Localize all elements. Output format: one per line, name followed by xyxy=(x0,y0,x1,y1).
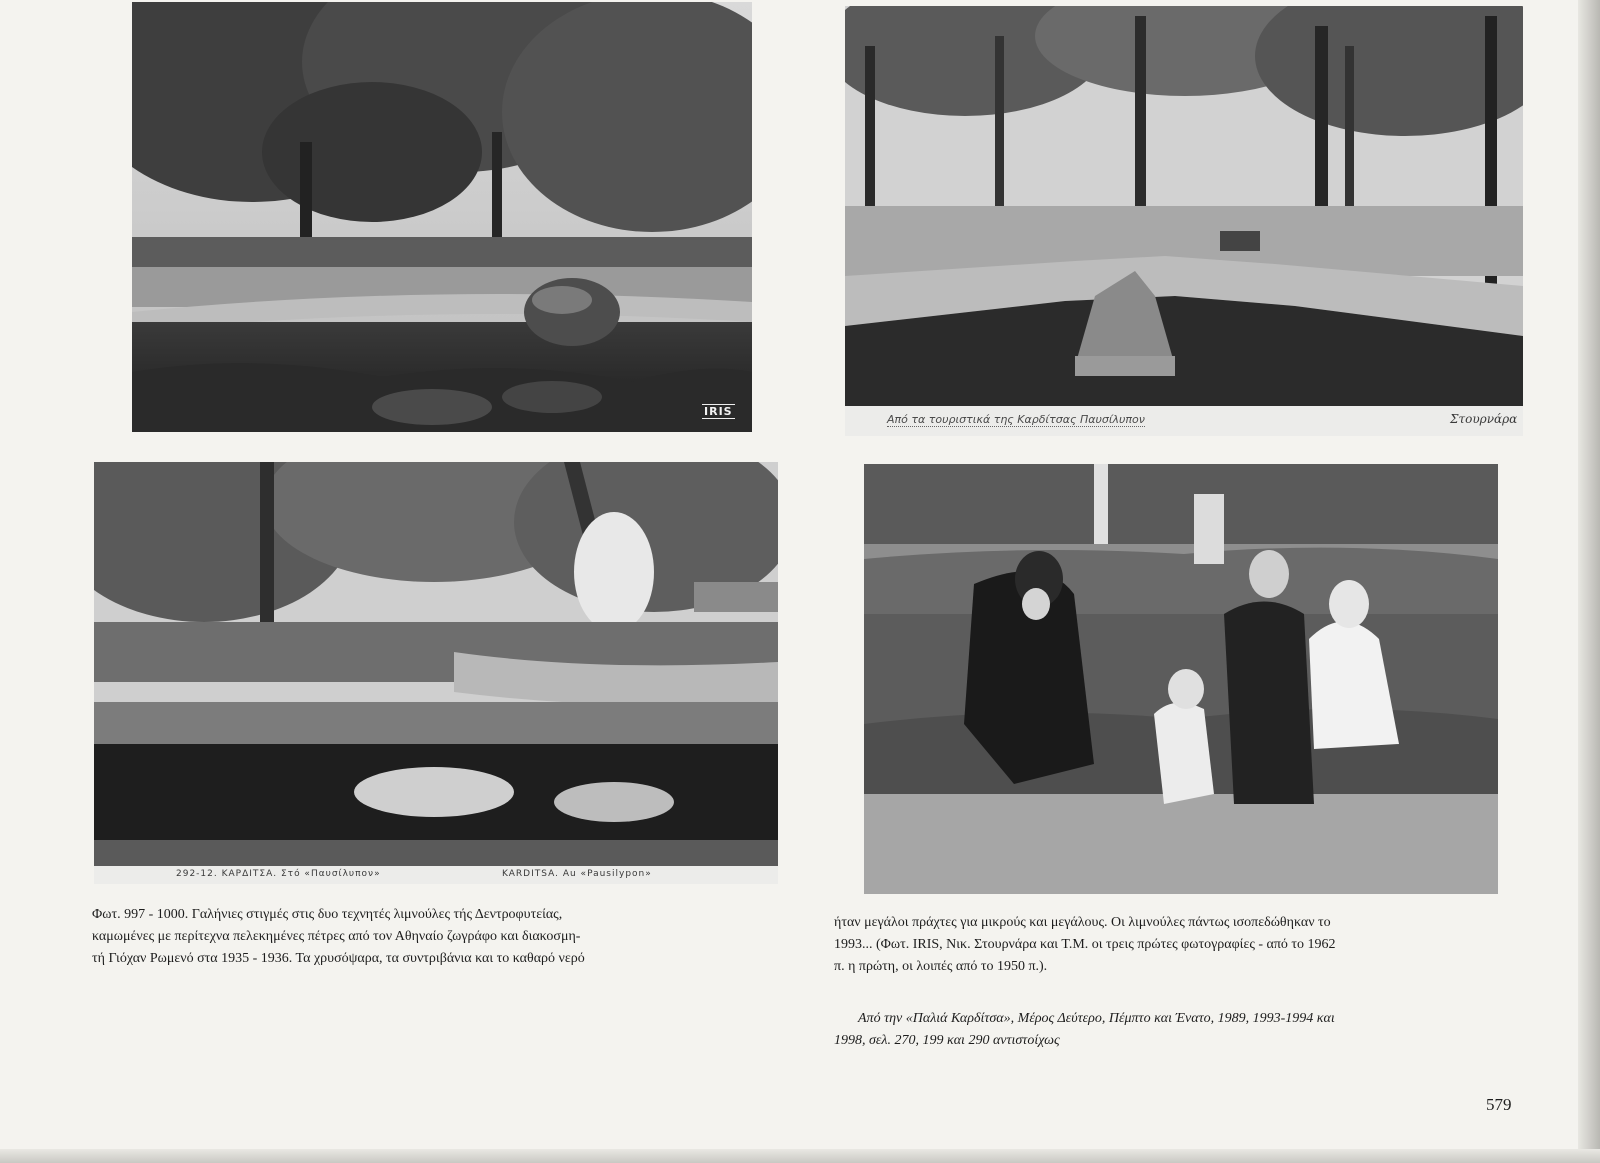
photo-caption-greek: 292-12. ΚΑΡΔΙΤΣΑ. Στό «Παυσίλυπον» xyxy=(176,869,381,879)
photo-pond-with-fountain xyxy=(845,6,1523,406)
photo-caption-latin: KARDITSA. Au «Pausilypon» xyxy=(502,869,652,879)
photo-pond-with-boulder xyxy=(132,2,752,432)
iris-logo: IRIS xyxy=(704,405,733,418)
caption-left-line: Φωτ. 997 - 1000. Γαλήνιες στιγμές στις δυο τεχνητές λιμνούλες τής Δεντροφυτείας, xyxy=(92,907,563,922)
scan-bottom-shadow xyxy=(0,1149,1600,1163)
credit-line: Από την «Παλιά Καρδίτσα», Μέρος Δεύτερο, Πέμπτο και Ένατο, 1989, 1993-1994 και xyxy=(858,1011,1335,1026)
source-credit xyxy=(834,1008,1524,1052)
caption-text-left xyxy=(92,904,782,970)
caption-right-line: 1993... (Φωτ. IRIS, Νικ. Στουρνάρα και Τ.Μ. οι τρεις πρώτες φωτογραφίες - από το 1962 xyxy=(834,937,1336,952)
page-number: 579 xyxy=(1486,1095,1512,1114)
caption-strip-bottom-left xyxy=(94,866,778,884)
photographer-signature: Στουρνάρα xyxy=(1450,412,1518,426)
caption-left-line: τή Γιόχαν Ρωμενό στα 1935 - 1936. Τα χρυσόψαρα, τα συντριβάνια και το καθαρό νερό xyxy=(92,951,585,966)
caption-right-line: π. η πρώτη, οι λοιπές από το 1950 π.). xyxy=(834,959,1048,974)
caption-strip-top-right xyxy=(845,406,1523,436)
scan-edge-shadow xyxy=(1578,0,1600,1163)
credit-line: 1998, σελ. 270, 199 και 290 αντιστοίχως xyxy=(834,1033,1060,1048)
photo-caption-handwritten: Από τα τουριστικά της Καρδίτσας Παυσίλυπον xyxy=(887,413,1145,426)
caption-text-right xyxy=(834,912,1524,978)
caption-right-line: ήταν μεγάλοι πράχτες για μικρούς και μεγάλους. Οι λιμνούλες πάντως ισοπεδώθηκαν το xyxy=(834,915,1331,930)
caption-left-line: καμωμένες με περίτεχνα πελεκημένες πέτρες από τον Αθηναίο ζωγράφο και διακοσμη- xyxy=(92,929,581,944)
photo-pond-reflection xyxy=(94,462,778,866)
photo-family-at-pond xyxy=(864,464,1498,894)
